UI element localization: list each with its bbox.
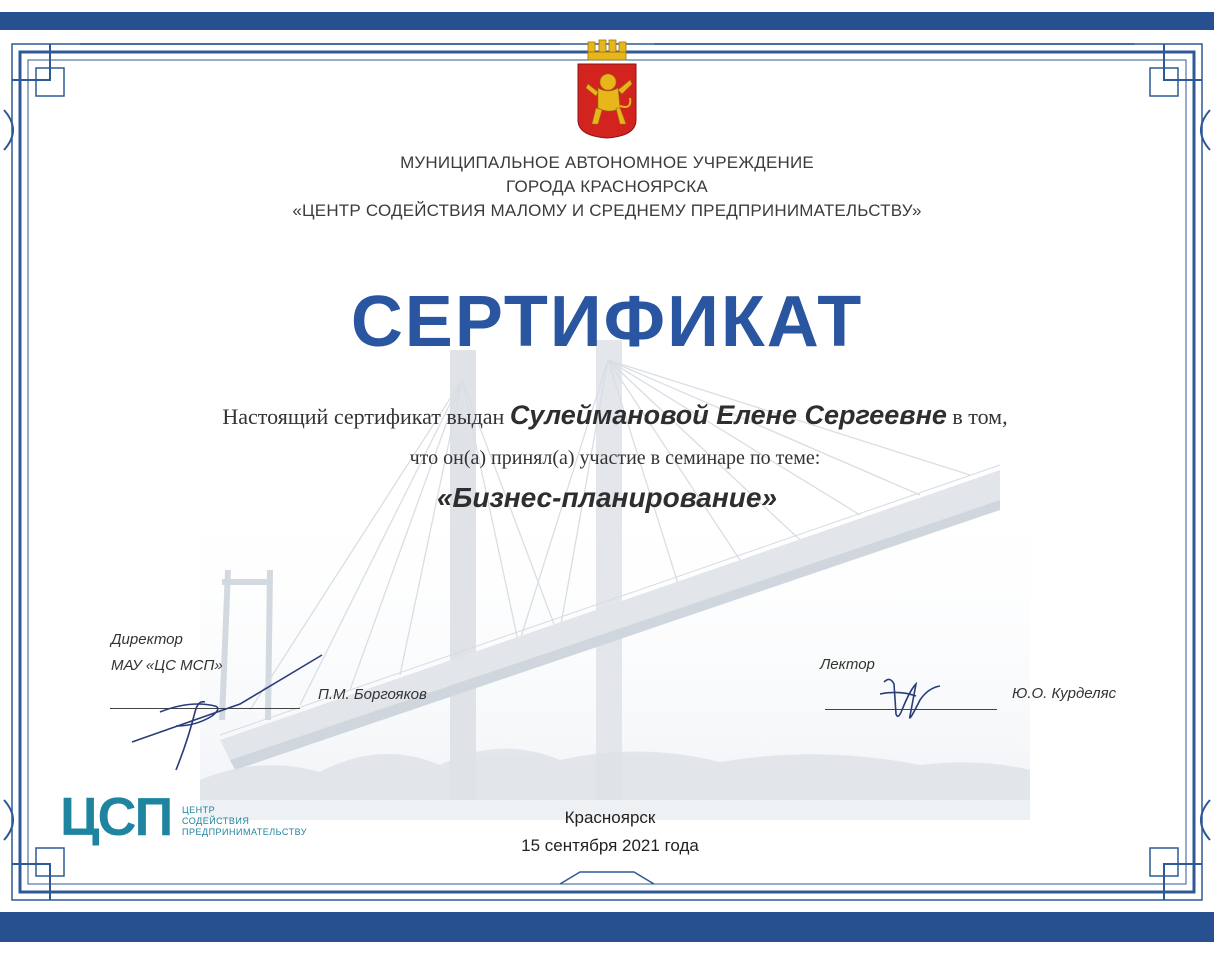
- lecturer-title: Лектор: [820, 656, 875, 673]
- organization-line-3: «ЦЕНТР СОДЕЙСТВИЯ МАЛОМУ И СРЕДНЕМУ ПРЕДПРИНИМАТЕЛЬСТВУ»: [292, 201, 922, 220]
- certificate-title: СЕРТИФИКАТ: [350, 282, 864, 362]
- director-title-line-2: МАУ «ЦС МСП»: [111, 657, 223, 674]
- logo-letters: ЦСП: [60, 787, 172, 847]
- footer-city: Красноярск: [564, 808, 656, 827]
- organization-line-1: МУНИЦИПАЛЬНОЕ АВТОНОМНОЕ УЧРЕЖДЕНИЕ: [400, 153, 814, 172]
- recipient-name: Сулеймановой Елене Сергеевне: [509, 400, 947, 430]
- footer-date: 15 сентября 2021 года: [521, 836, 699, 855]
- logo-sub-line-1: ЦЕНТР: [182, 805, 216, 815]
- logo-subtitle: [182, 805, 307, 838]
- director-name: П.М. Боргояков: [318, 686, 427, 703]
- logo-sub-line-3: ПРЕДПРИНИМАТЕЛЬСТВУ: [182, 827, 308, 837]
- issued-prefix: Настоящий сертификат выдан: [222, 404, 505, 429]
- participation-line: что он(а) принял(а) участие в семинаре по теме:: [409, 447, 821, 469]
- csp-logo: [60, 787, 310, 847]
- issued-suffix: в том,: [952, 404, 1008, 429]
- lecturer-name: Ю.О. Курделяс: [1012, 685, 1117, 702]
- seminar-topic: «Бизнес-планирование»: [436, 482, 778, 513]
- director-title-line-1: Директор: [111, 631, 183, 648]
- logo-sub-line-2: СОДЕЙСТВИЯ: [182, 816, 250, 826]
- organization-line-2: ГОРОДА КРАСНОЯРСКА: [506, 177, 708, 196]
